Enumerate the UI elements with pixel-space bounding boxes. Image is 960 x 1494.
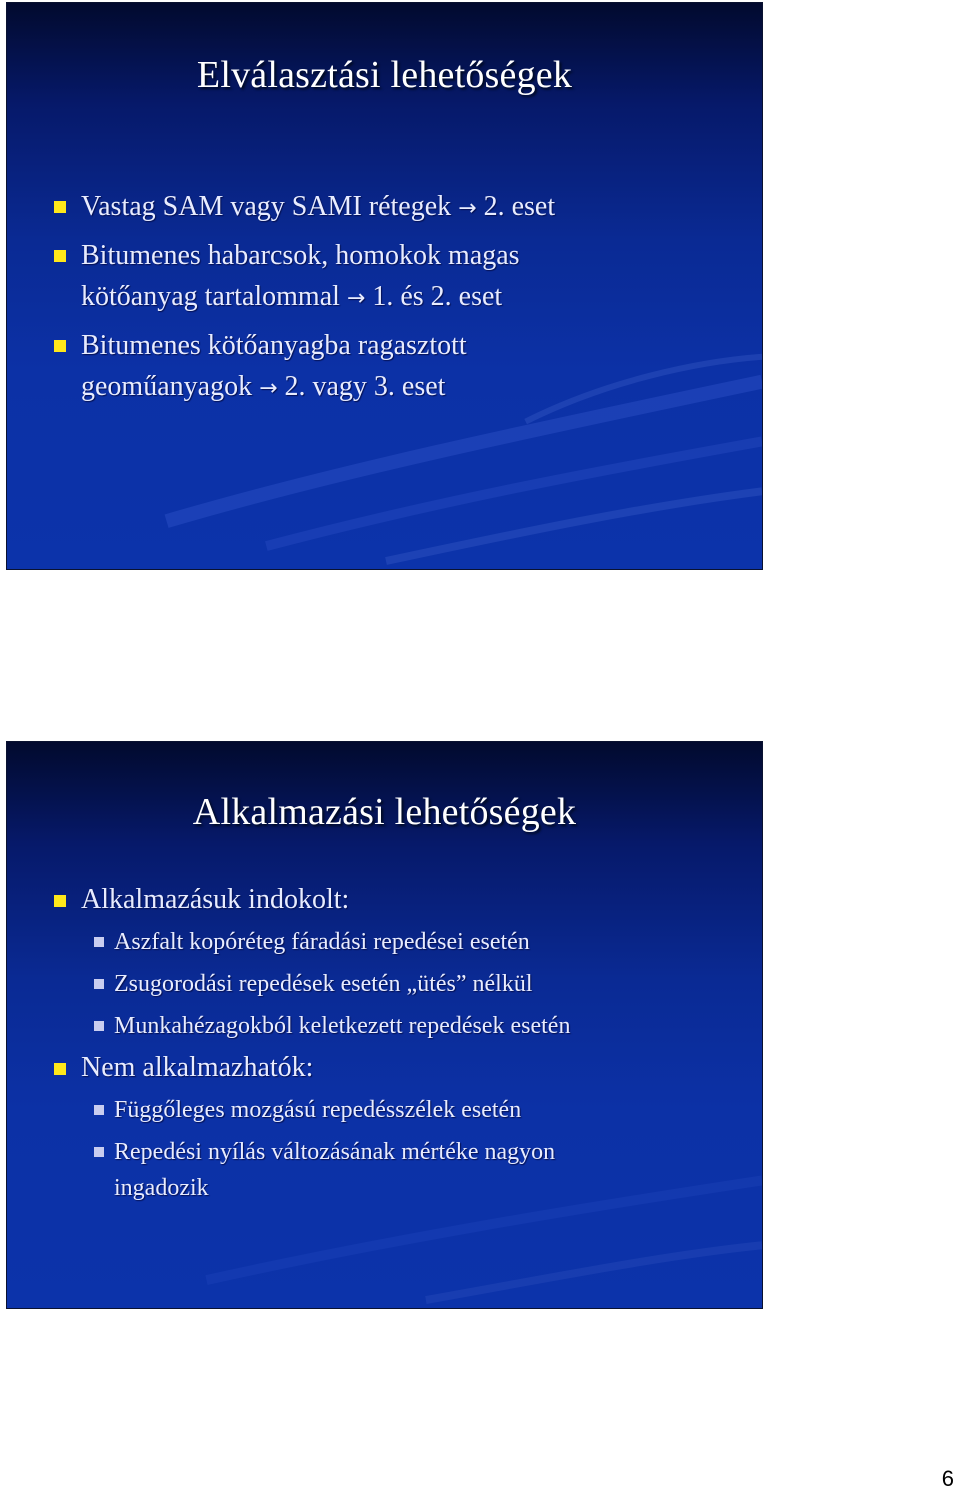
bullet-text: Bitumenes kötőanyagba ragasztott xyxy=(81,330,467,361)
slide-2-group-1-item-2 xyxy=(7,966,747,1002)
sub-bullet-text: Munkahézagokból keletkezett repedések esetén xyxy=(114,1013,571,1039)
slide-2-group-1 xyxy=(7,880,747,920)
slide-1 xyxy=(6,2,763,570)
sub-bullet-square-icon xyxy=(94,937,104,947)
slide-1-title: Elválasztási lehetőségek xyxy=(196,54,573,96)
slide-2-group-2-item-1 xyxy=(7,1092,747,1128)
slide-2-group-2-item-2 xyxy=(7,1134,747,1206)
sub-bullet-square-icon xyxy=(94,979,104,989)
bullet-text-after-arrow: 1. és 2. eset xyxy=(372,281,503,312)
bullet-square-icon xyxy=(54,340,66,352)
bullet-square-icon xyxy=(54,250,66,262)
right-arrow-icon: → xyxy=(346,286,366,311)
bullet-square-icon xyxy=(54,1063,66,1075)
sub-bullet-square-icon xyxy=(94,1147,104,1157)
right-arrow-icon: → xyxy=(259,376,278,401)
slide-2-group-1-item-1 xyxy=(7,924,747,960)
bullet-text-continued: kötőanyag tartalommal xyxy=(81,281,340,312)
slide-1-bullet-2 xyxy=(7,235,747,319)
bullet-text-after-arrow: 2. vagy 3. eset xyxy=(284,371,446,402)
bullet-text-after-arrow: 2. eset xyxy=(483,191,556,222)
sub-bullet-text: Zsugorodási repedések esetén „ütés” nélkül xyxy=(114,971,533,997)
group-label: Alkalmazásuk indokolt: xyxy=(81,884,350,915)
slide-2 xyxy=(6,741,763,1309)
sub-bullet-text: Aszfalt kopóréteg fáradási repedései esetén xyxy=(114,929,530,955)
page-number: 6 xyxy=(941,1466,954,1491)
sub-bullet-text: Repedési nyílás változásának mértéke nagyon ingadozik xyxy=(114,1139,556,1201)
bullet-text: Bitumenes habarcsok, homokok magas xyxy=(81,240,520,271)
slide-1-bullet-1 xyxy=(7,186,747,229)
sub-bullet-text: Függőleges mozgású repedésszélek esetén xyxy=(114,1097,522,1123)
slide-2-bullet-list xyxy=(7,880,747,1206)
group-label: Nem alkalmazhatók: xyxy=(81,1052,314,1083)
slide-1-bullet-list xyxy=(7,186,747,409)
slide-2-group-2 xyxy=(7,1048,747,1088)
slide-1-bullet-3 xyxy=(7,325,747,409)
bullet-text: Vastag SAM vagy SAMI rétegek xyxy=(81,191,452,222)
slide-2-group-1-item-3 xyxy=(7,1008,747,1044)
bullet-square-icon xyxy=(54,895,66,907)
sub-bullet-square-icon xyxy=(94,1021,104,1031)
sub-bullet-square-icon xyxy=(94,1105,104,1115)
bullet-text-continued: geoműanyagok xyxy=(81,371,253,402)
slide-2-title: Alkalmazási lehetőségek xyxy=(192,791,577,833)
right-arrow-icon: → xyxy=(458,196,477,221)
bullet-square-icon xyxy=(54,201,66,213)
